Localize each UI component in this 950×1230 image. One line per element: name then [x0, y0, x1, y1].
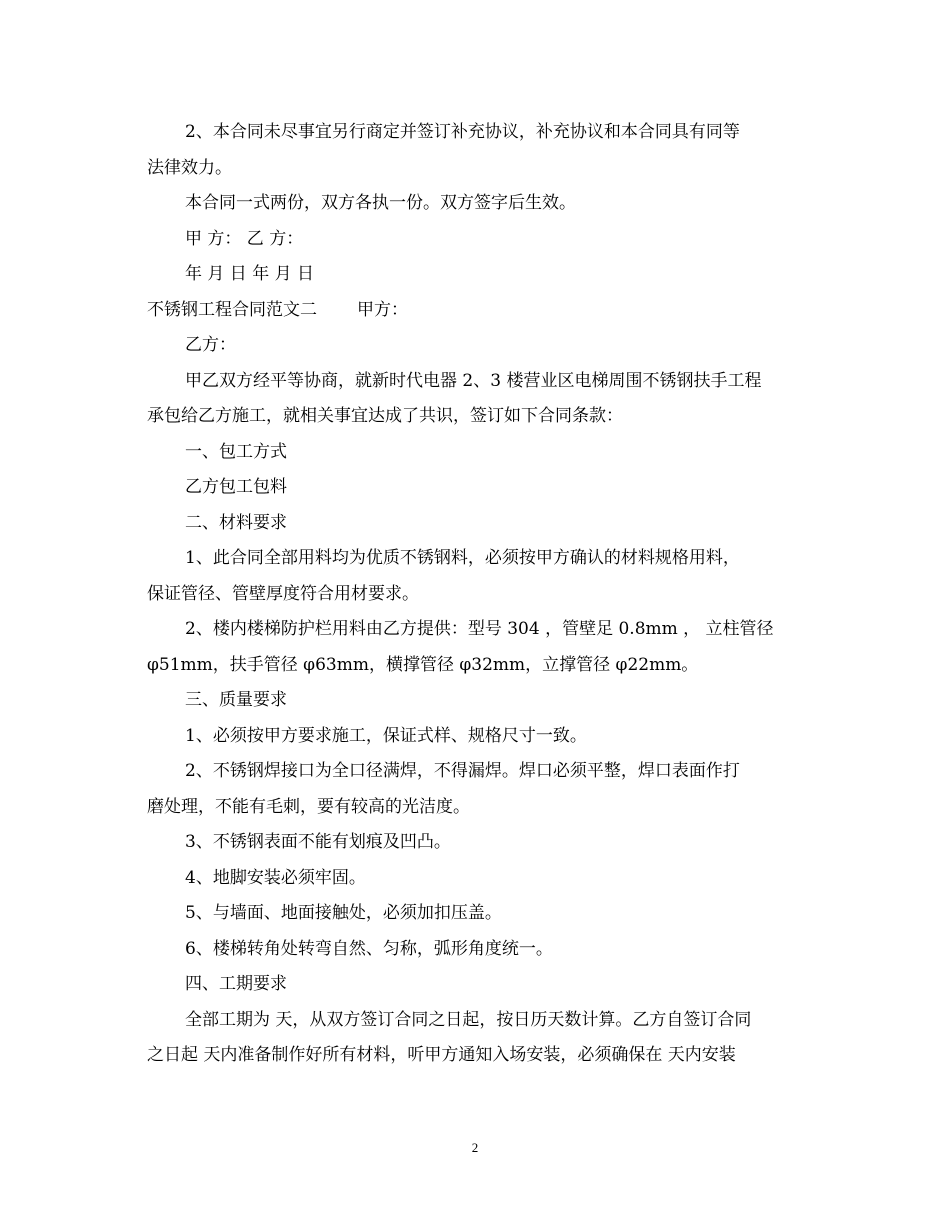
paragraph-line: 全部工期为 天，从双方签订合同之日起，按日历天数计算。乙方自签订合同 — [185, 1009, 752, 1030]
paragraph-line: 磨处理，不能有毛刺，要有较高的光洁度。 — [147, 796, 470, 817]
paragraph-line: 甲乙双方经平等协商，就新时代电器 2、3 楼营业区电梯周围不锈钢扶手工程 — [185, 370, 762, 391]
paragraph-line: 3、不锈钢表面不能有划痕及凹凸。 — [185, 832, 451, 852]
party-b-label: 乙方： — [185, 335, 236, 355]
document-body — [147, 115, 817, 1074]
paragraph-line: 1、此合同全部用料均为优质不锈钢料，必须按甲方确认的材料规格用料， — [185, 548, 740, 568]
paragraph-line: 5、与墙面、地面接触处，必须加扣压盖。 — [185, 903, 502, 923]
paragraph-line: 2、楼内楼梯防护栏用料由乙方提供：型号 304 ，管壁足 0.8mm ， 立柱管径 — [185, 619, 774, 639]
paragraph-line: 乙方包工包料 — [185, 477, 287, 497]
paragraph-line: 1、必须按甲方要求施工，保证式样、规格尺寸一致。 — [185, 725, 587, 746]
paragraph-line: 本合同一式两份，双方各执一份。双方签字后生效。 — [185, 193, 576, 213]
signature-date-line: 年 月 日 年 月 日 — [185, 264, 315, 284]
paragraph-line: 法律效力。 — [147, 157, 232, 178]
section-heading: 一、包工方式 — [185, 441, 287, 462]
contract-title-line — [147, 293, 817, 329]
page-number: 2 — [471, 1140, 479, 1155]
paragraph-line: 2、不锈钢焊接口为全口径满焊，不得漏焊。焊口必须平整，焊口表面作打 — [185, 761, 740, 781]
paragraph-line: 6、楼梯转角处转弯自然、匀称，弧形角度统一。 — [185, 938, 553, 959]
paragraph-line: 之日起 天内准备制作好所有材料，听甲方通知入场安装，必须确保在 天内安装 — [147, 1045, 736, 1065]
party-a-label: 甲方： — [357, 299, 408, 320]
paragraph-line: 承包给乙方施工，就相关事宜达成了共识，签订如下合同条款： — [147, 406, 623, 426]
paragraph-line: 保证管径、管壁厚度符合用材要求。 — [147, 583, 419, 604]
paragraph-line: φ51mm，扶手管径 φ63mm，横撑管径 φ32mm，立撑管径 φ22mm。 — [147, 654, 699, 675]
paragraph-line: 4、地脚安装必须牢固。 — [185, 867, 366, 888]
contract-title: 不锈钢工程合同范文二 — [147, 299, 317, 320]
section-heading: 三、质量要求 — [185, 690, 287, 710]
section-heading: 二、材料要求 — [185, 512, 287, 533]
section-heading: 四、工期要求 — [185, 974, 287, 994]
paragraph-line: 2、本合同未尽事宜另行商定并签订补充协议，补充协议和本合同具有同等 — [185, 122, 740, 142]
signature-parties-line: 甲 方： 乙 方： — [185, 228, 304, 249]
